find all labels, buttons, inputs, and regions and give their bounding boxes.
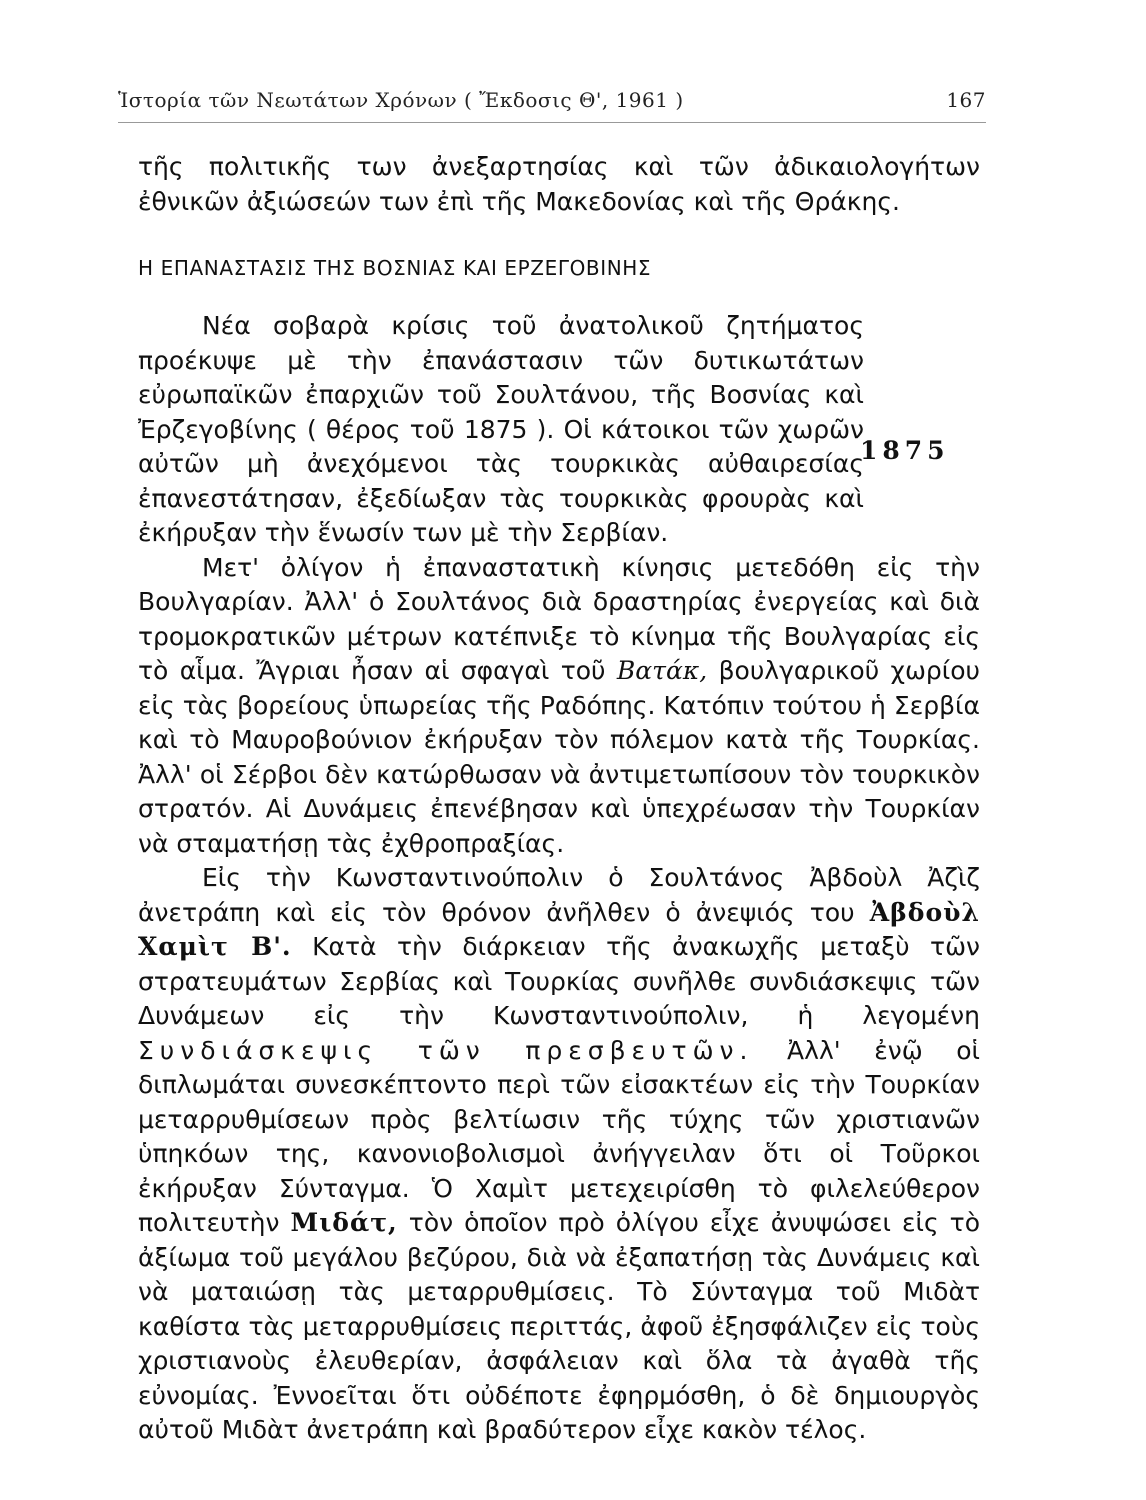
paragraph-bulgaria-text-2: βουλγαρικοῦ χωρίου εἰς τὰς βορείους ὑπωρείας τῆς Ραδόπης. Κατόπιν τούτου ἡ Σερβία καὶ τὸ Μαυροβούνιον ἐκήρυξαν τὸν πόλεμον κατὰ τῆς Τουρκίας. Ἀλλ' οἱ Σέρβοι δὲν κατώρθωσαν νὰ ἀντιμετωπίσουν τὸν τουρκικὸν στρατόν. Αἱ Δυνάμεις ἐπενέβησαν καὶ ὑπεχρέωσαν τὴν Τουρκίαν νὰ σταματήσῃ τὰς ἐχθροπραξίας.: [138, 656, 981, 858]
paragraph-constantinople: [138, 861, 980, 1448]
page-number: 167: [946, 88, 986, 112]
book-title: Ἱστορία τῶν Νεωτάτων Χρόνων ( Ἔκδοσις Θ', 1961 ): [118, 88, 684, 112]
conference-spaced: Συνδιάσκεψις τῶν πρεσβευτῶν.: [138, 1035, 754, 1065]
abdul-hamit-bold: Ἀβδοὺλ Χαμὶτ Β'.: [138, 897, 980, 961]
paragraph-constantinople-text-3: Ἀλλ' ἐνῷ οἱ διπλωμάται συνεσκέπτοντο περὶ τῶν εἰσακτέων εἰς τὴν Τουρκίαν μεταρρυθμίσεων πρὸς βελτίωσιν τῆς τύχης τῶν χριστιανῶν ὑπηκόων της, κανονιοβολισμοὶ ἀνήγγειλαν ὅτι οἱ Τοῦρκοι ἐκήρυξαν Σύνταγμα. Ὁ Χαμὶτ μετεχειρίσθη τὸ φιλελεύθερον πολιτευτὴν: [138, 1035, 980, 1237]
paragraph-revolution: Νέα σοβαρὰ κρίσις τοῦ ἀνατολικοῦ ζητήματος προέκυψε μὲ τὴν ἐπανάστασιν τῶν δυτικωτάτων εὐρωπαϊκῶν ἐπαρχιῶν τοῦ Σουλτάνου, τῆς Βοσνίας καὶ Ἐρζεγοβίνης ( θέρος τοῦ 1875 ). Οἱ κάτοικοι τῶν χωρῶν αὐτῶν μὴ ἀνεχόμενοι τὰς τουρκικὰς αὐθαιρεσίας ἐπανεστάτησαν, ἐξεδίωξαν τὰς τουρκικὰς φρουρὰς καὶ ἐκήρυξαν τὴν ἕνωσίν των μὲ τὴν Σερβίαν.: [138, 311, 864, 547]
paragraph-bulgaria: [138, 551, 980, 862]
margin-year-note: 1875: [860, 436, 950, 465]
paragraph-constantinople-text-4: τὸν ὁποῖον πρὸ ὀλίγου εἶχε ἀνυψώσει εἰς τὸ ἀξίωμα τοῦ μεγάλου βεζύρου, διὰ νὰ ἐξαπατήσῃ τὰς Δυνάμεις καὶ νὰ ματαιώσῃ τὰς μεταρρυθμίσεις. Τὸ Σύνταγμα τοῦ Μιδὰτ καθίστα τὰς μεταρρυθμίσεις περιττάς, ἀφοῦ ἐξησφάλιζεν εἰς τοὺς χριστιανοὺς ἐλευθερίαν, ἀσφάλειαν καὶ ὅλα τὰ ἀγαθὰ τῆς εὐνομίας. Ἐννοεῖται ὅτι οὐδέποτε ἐφηρμόσθη, ὁ δὲ δημιουργὸς αὐτοῦ Μιδὰτ ἀνετράπη καὶ βραδύτερον εἶχε κακὸν τέλος.: [138, 1208, 980, 1444]
section-heading: Η ΕΠΑΝΑΣΤΑΣΙΣ ΤΗΣ ΒΟΣΝΙΑΣ ΚΑΙ ΕΡΖΕΓΟΒΙΝΗΣ: [138, 256, 652, 280]
intro-paragraph: τῆς πολιτικῆς των ἀνεξαρτησίας καὶ τῶν ἀδικαιολογήτων ἐθνικῶν ἀξιώσεών των ἐπὶ τῆς Μακεδονίας καὶ τῆς Θράκης.: [138, 152, 980, 216]
batak-italic: Βατάκ,: [616, 656, 708, 685]
body-text: [138, 150, 980, 1448]
paragraph-constantinople-text-2: Κατὰ τὴν διάρκειαν τῆς ἀνακωχῆς μεταξὺ τῶν στρατευμάτων Σερβίας καὶ Τουρκίας συνῆλθε συνδιάσκεψις τῶν Δυνάμεων εἰς τὴν Κωνσταντινούπολιν, ἡ λεγομένη: [138, 932, 980, 1030]
paragraph-constantinople-text-1: Εἰς τὴν Κωνσταντινούπολιν ὁ Σουλτάνος Ἀβδοὺλ Ἀζὶζ ἀνετράπη καὶ εἰς τὸν θρόνον ἀνῆλθεν ὁ ἀνεψιός του: [138, 863, 980, 927]
header-divider: [118, 122, 986, 123]
midat-bold: Μιδάτ,: [290, 1208, 398, 1237]
paragraph-bulgaria-text-1: Μετ' ὀλίγον ἡ ἐπαναστατικὴ κίνησις μετεδόθη εἰς τὴν Βουλγαρίαν. Ἀλλ' ὁ Σουλτάνος διὰ δραστηρίας ἐνεργείας καὶ διὰ τρομοκρατικῶν μέτρων κατέπνιξε τὸ κίνημα τῆς Βουλγαρίας εἰς τὸ αἷμα. Ἄγριαι ἦσαν αἱ σφαγαὶ τοῦ: [138, 552, 980, 685]
running-header: [118, 88, 986, 120]
